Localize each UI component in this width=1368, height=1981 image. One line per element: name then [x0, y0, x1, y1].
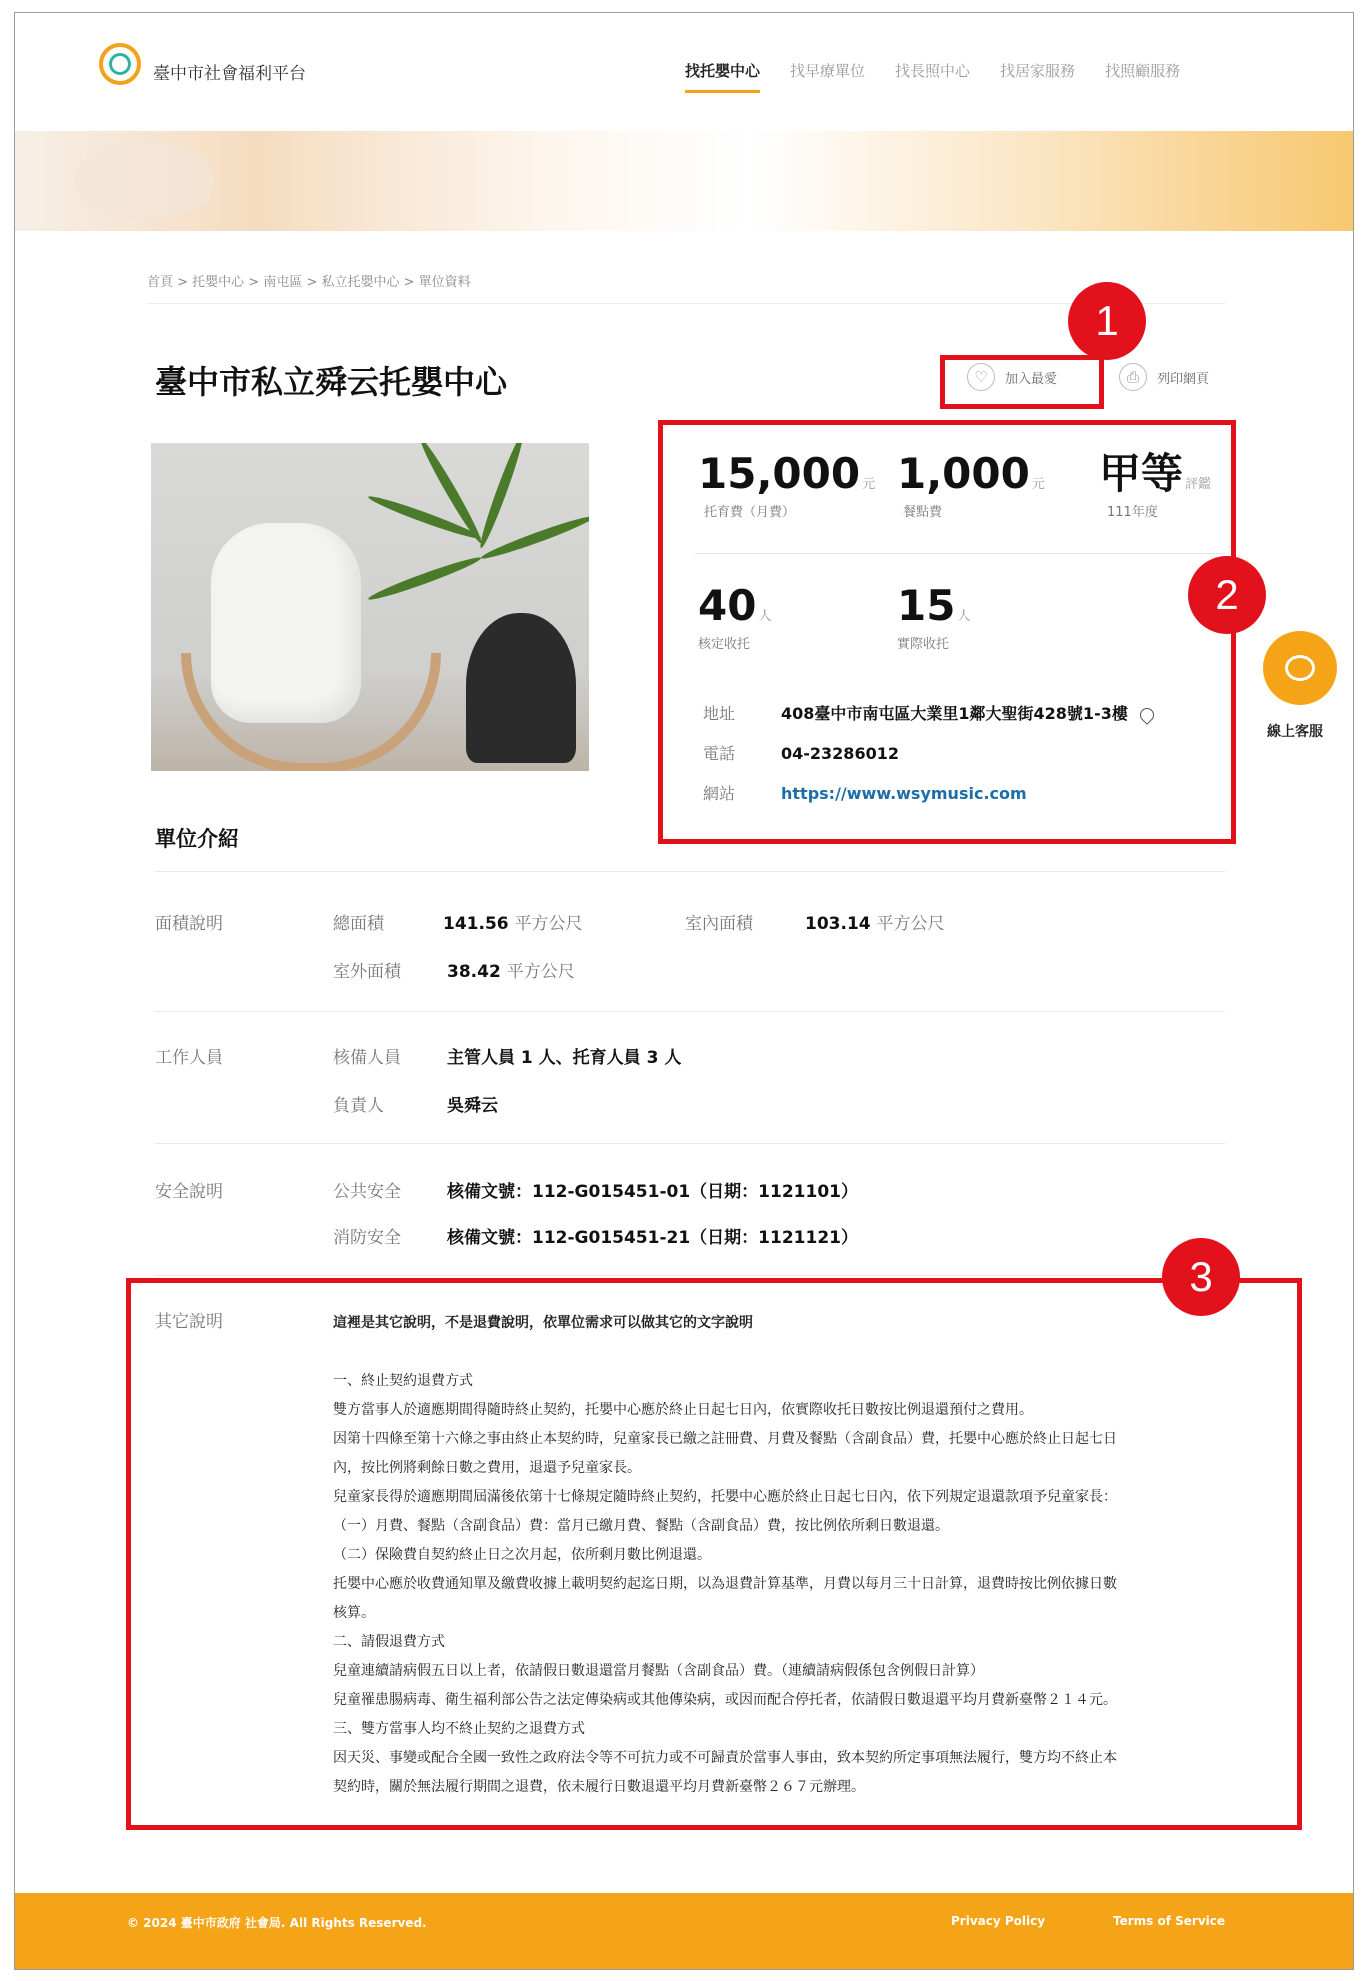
address-value: 408臺中市南屯區大業里1鄰大聖街428號1-3樓: [781, 704, 1128, 723]
other-line: 托嬰中心應於收費通知單及繳費收據上載明契約起迄日期，以為退費計算基準，月費以每月三十日計算，退費時按比例依據日數: [333, 1576, 1117, 1592]
annotation-badge-2: 2: [1188, 556, 1266, 634]
other-line: 三、雙方當事人均不終止契約之退費方式: [333, 1721, 585, 1737]
divider: [155, 1011, 1225, 1012]
phone-label: 電話: [703, 744, 736, 763]
nav-care-service[interactable]: 找照顧服務: [1105, 62, 1181, 80]
approved-staff-value: 主管人員 1 人、托育人員 3 人: [447, 1048, 682, 1068]
breadcrumb[interactable]: 首頁 > 托嬰中心 > 南屯區 > 私立托嬰中心 > 單位資料: [147, 275, 471, 290]
fee-value: 15,000: [698, 449, 861, 498]
website-link[interactable]: https://www.wsymusic.com: [781, 784, 1027, 803]
other-line: 兒童連續請病假五日以上者，依請假日數退還當月餐點（含副食品）費。（連續請病假係包含例假日計算）: [333, 1663, 984, 1679]
main-nav: [685, 60, 1210, 81]
owner-label: 負責人: [333, 1096, 384, 1116]
other-line: 因天災、事變或配合全國一致性之政府法令等不可抗力或不可歸責於當事人事由，致本契約所定事項無法履行，雙方均不終止本: [333, 1750, 1117, 1766]
chair-seat: [211, 523, 361, 723]
indoor-area-value: [805, 909, 945, 934]
outdoor-area-value: [447, 957, 575, 982]
site-title[interactable]: 臺中市社會福利平台: [153, 64, 306, 84]
capacity-label: 核定收托: [698, 637, 751, 652]
divider: [155, 1275, 1225, 1276]
area-label: 面積說明: [155, 914, 223, 934]
capacity-value: 40: [698, 581, 757, 630]
plant-pot: [466, 613, 576, 763]
owner-value: 吳舜云: [447, 1096, 498, 1116]
annotation-box-2: [658, 420, 1236, 844]
website-label: 網站: [703, 784, 736, 803]
approved-staff-label: 核備人員: [333, 1048, 401, 1068]
other-lead: 這裡是其它說明，不是退費說明，依單位需求可以做其它的文字說明: [333, 1315, 753, 1331]
other-line: 雙方當事人於適應期間得隨時終止契約，托嬰中心應於終止日起七日內，依實際收托日數按比例退還預付之費用。: [333, 1402, 1033, 1418]
annotation-box-3: [126, 1278, 1302, 1830]
add-favorite-label: 加入最愛: [1005, 371, 1058, 387]
fee-label: 托育費（月費）: [704, 505, 796, 520]
annotation-badge-1: 1: [1068, 282, 1146, 360]
print-button[interactable]: [1119, 363, 1209, 391]
intro-title: 單位介紹: [155, 827, 239, 851]
heart-icon: ♡: [967, 363, 995, 391]
divider: [155, 871, 1225, 872]
other-line: 因第十四條至第十六條之事由終止本契約時，兒童家長已繳之註冊費、月費及餐點（含副食品）費，托嬰中心應於終止日起七日: [333, 1431, 1117, 1447]
grade-unit: 評鑑: [1185, 477, 1212, 492]
chat-icon: [1285, 655, 1315, 681]
nav-home-service[interactable]: 找居家服務: [1000, 62, 1076, 80]
center-photo: [151, 443, 589, 771]
total-area-label: 總面積: [333, 914, 384, 934]
other-line: （二）保險費自契約終止日之次月起，依所剩月數比例退還。: [333, 1547, 711, 1563]
total-area-unit: 平方公尺: [514, 914, 583, 934]
phone-value[interactable]: 04-23286012: [781, 744, 899, 763]
site-logo-icon[interactable]: [99, 43, 141, 85]
leaf: [476, 443, 526, 550]
outdoor-area-unit: 平方公尺: [506, 962, 575, 982]
outdoor-area-label: 室外面積: [333, 962, 401, 982]
other-line: 二、請假退費方式: [333, 1634, 445, 1650]
annotation-badge-3: 3: [1162, 1238, 1240, 1316]
outdoor-area-number: 38.42: [447, 962, 501, 982]
nav-long-term-care[interactable]: 找長照中心: [895, 62, 971, 80]
other-line: 核算。: [333, 1605, 375, 1621]
meal-value: 1,000: [897, 449, 1030, 498]
printer-icon: ⎙: [1119, 363, 1147, 391]
indoor-area-number: 103.14: [805, 914, 871, 934]
total-area-number: 141.56: [443, 914, 509, 934]
public-safety-label: 公共安全: [333, 1182, 401, 1202]
indoor-area-unit: 平方公尺: [876, 914, 945, 934]
site-footer: [15, 1893, 1353, 1970]
leaf: [367, 553, 483, 603]
safety-label: 安全說明: [155, 1182, 223, 1202]
other-line: 兒童家長得於適應期間屆滿後依第十七條規定隨時終止契約，托嬰中心應於終止日起七日內，依下列規定退還款項予兒童家長：: [333, 1489, 1117, 1505]
grade-year: 111年度: [1107, 505, 1158, 520]
meal-unit: 元: [1031, 477, 1045, 492]
staff-label: 工作人員: [155, 1048, 223, 1068]
nav-early-intervention[interactable]: 找早療單位: [790, 62, 866, 80]
other-line: 內，按比例將剩餘日數之費用，退還予兒童家長。: [333, 1460, 641, 1476]
other-line: 一、終止契約退費方式: [333, 1373, 473, 1389]
divider: [147, 303, 1225, 304]
other-line: 契約時，關於無法履行期間之退費，依未履行日數退還平均月費新臺幣２６７元辦理。: [333, 1779, 865, 1795]
site-header: [15, 13, 1353, 131]
other-line: （一）月費、餐點（含副食品）費：當月已繳月費、餐點（含副食品）費，按比例依所剩日數退還。: [333, 1518, 949, 1534]
annotation-box-1: [940, 355, 1104, 409]
fire-safety-value: 核備文號：112-G015451-21（日期：1121121）: [447, 1228, 858, 1248]
grade-value: 甲等: [1099, 449, 1184, 498]
total-area-value: [443, 909, 583, 934]
meal-label: 餐點費: [903, 505, 943, 520]
nav-childcare[interactable]: 找托嬰中心: [685, 62, 761, 80]
actual-value: 15: [897, 581, 956, 630]
other-label: 其它說明: [155, 1312, 223, 1332]
online-service-label[interactable]: 線上客服: [1267, 724, 1323, 740]
page-title: 臺中市私立舜云托嬰中心: [155, 363, 508, 401]
fee-unit: 元: [862, 477, 876, 492]
indoor-area-label: 室內面積: [685, 914, 753, 934]
divider: [155, 1143, 1225, 1144]
hero-banner: [15, 131, 1353, 231]
online-service-button[interactable]: [1263, 631, 1337, 705]
public-safety-value: 核備文號：112-G015451-01（日期：1121101）: [447, 1182, 858, 1202]
capacity-unit: 人: [758, 609, 772, 624]
actual-unit: 人: [957, 609, 971, 624]
privacy-policy-link[interactable]: Privacy Policy: [951, 1914, 1046, 1928]
other-line: 兒童罹患腸病毒、衛生福利部公告之法定傳染病或其他傳染病，或因而配合停托者，依請假日數退還平均月費新臺幣２１４元。: [333, 1692, 1117, 1708]
copyright: © 2024 臺中市政府 社會局. All Rights Reserved.: [127, 1916, 427, 1930]
print-label: 列印網頁: [1157, 371, 1210, 387]
terms-link[interactable]: Terms of Service: [1113, 1914, 1226, 1928]
address-label: 地址: [703, 704, 736, 723]
fire-safety-label: 消防安全: [333, 1228, 401, 1248]
actual-label: 實際收托: [897, 637, 950, 652]
